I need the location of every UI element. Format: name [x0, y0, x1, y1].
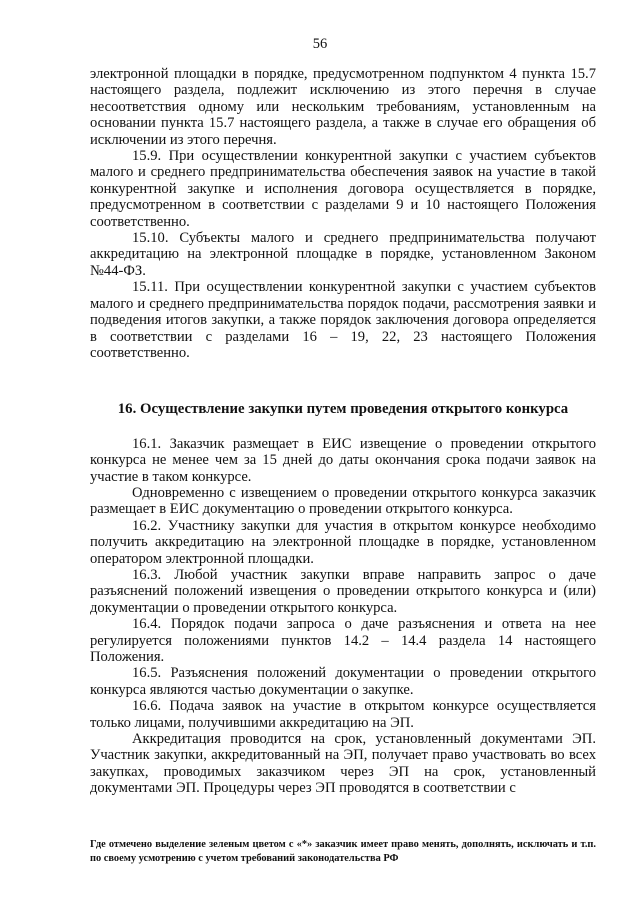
paragraph: 16.5. Разъяснения положений документации о проведении открытого конкурса являются частью документации о закупке.	[90, 665, 596, 698]
paragraph: 15.9. При осуществлении конкурентной закупки с участием субъектов малого и среднего предпринимательства обеспечения заявок на участие в такой конкурентной закупке и исполнения договора осуществляется в порядке, предусмотренном в соответствии с разделами 9 и 10 настоящего Положения соответственно.	[90, 148, 596, 230]
section-heading: 16. Осуществление закупки путем проведения открытого конкурса	[117, 401, 569, 418]
paragraph: 16.4. Порядок подачи запроса о даче разъяснения и ответа на нее регулируется положениями пунктов 14.2 – 14.4 раздела 14 настоящего Положения.	[90, 616, 596, 665]
paragraph: 16.6. Подача заявок на участие в открытом конкурсе осуществляется только лицами, получившими аккредитацию на ЭП.	[90, 698, 596, 731]
paragraph: 15.10. Субъекты малого и среднего предпринимательства получают аккредитацию на электронной площадке в порядке, установленном Законом №44-ФЗ.	[90, 230, 596, 279]
document-body	[90, 66, 596, 797]
paragraph: 16.3. Любой участник закупки вправе направить запрос о даче разъяснений положений извещения о проведении открытого конкурса и (или) документации о проведении открытого конкурса.	[90, 566, 596, 616]
footnote: Где отмечено выделение зеленым цветом с «*» заказчик имеет право менять, дополнять, исключать и т.п. по своему усмотрению с учетом требований законодательства РФ	[90, 839, 596, 864]
paragraph: 16.1. Заказчик размещает в ЕИС извещение о проведении открытого конкурса не менее чем за 15 дней до даты окончания срока подачи заявок на участие в таком конкурсе.	[90, 435, 596, 485]
paragraph: 16.2. Участнику закупки для участия в открытом конкурсе необходимо получить аккредитацию на электронной площадке в порядке, установленном оператором электронной площадки.	[90, 517, 596, 567]
paragraph: Одновременно с извещением о проведении открытого конкурса заказчик размещает в ЕИС документацию о проведении открытого конкурса.	[90, 484, 596, 518]
paragraph: электронной площадки в порядке, предусмотренном подпунктом 4 пункта 15.7 настоящего раздела, подлежит исключению из этого перечня в случае несоответствия одному или нескольким требованиям, установленным на основании пункта 15.7 настоящего раздела, а также в случае его обращения об исключении из этого перечня.	[90, 66, 596, 148]
paragraph: Аккредитация проводится на срок, установленный документами ЭП. Участник закупки, аккредитованный на ЭП, получает право участвовать во всех закупках, проводимых заказчиком через ЭП на срок, установленный документами ЭП. Процедуры через ЭП проводятся в соответствии с	[90, 731, 596, 797]
page-number: 56	[312, 36, 328, 52]
paragraph: 15.11. При осуществлении конкурентной закупки с участием субъектов малого и среднего предпринимательства порядок подачи, рассмотрения заявки и подведения итогов закупки, а также порядок заключения договора определяется в соответствии с разделами 16 – 19, 22, 23 настоящего Положения соответственно.	[90, 279, 596, 361]
